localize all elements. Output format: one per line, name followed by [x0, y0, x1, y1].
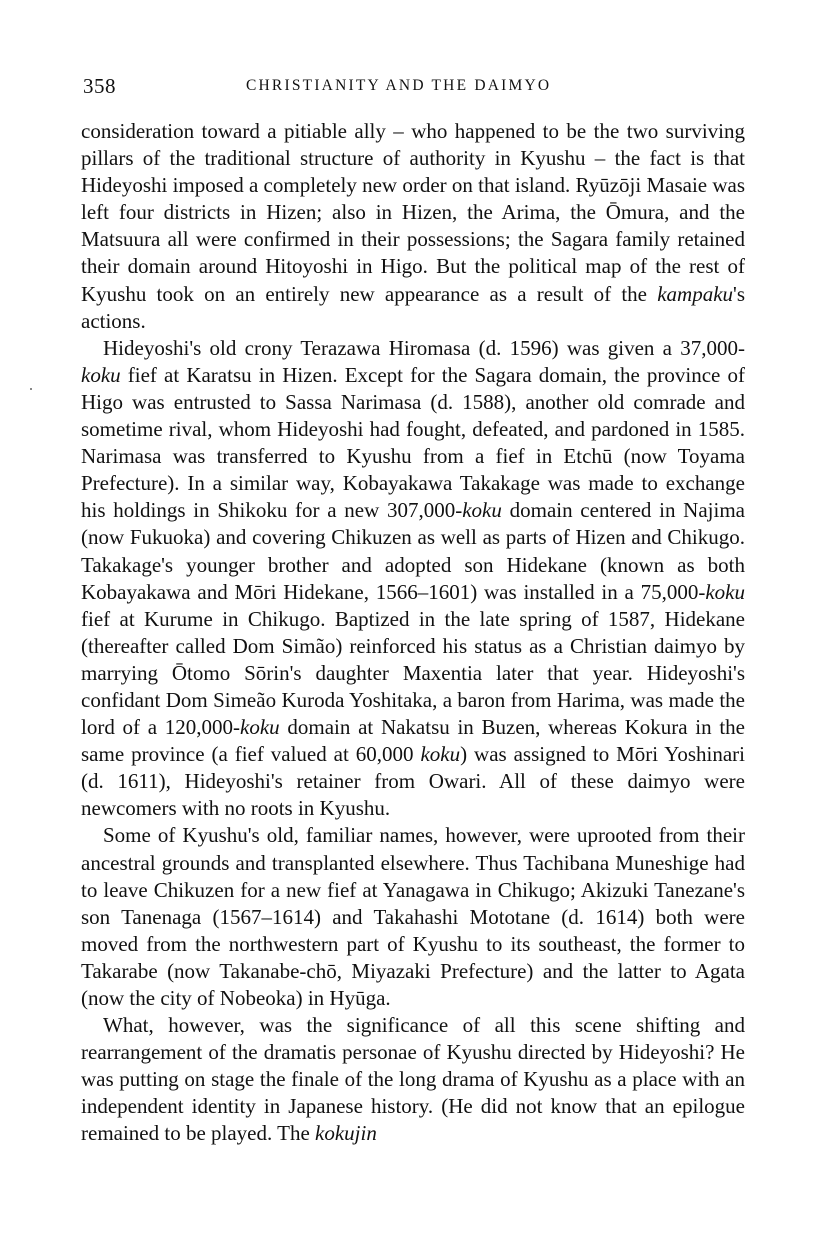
- italic-term: koku: [705, 579, 745, 604]
- italic-term: kampaku: [657, 281, 734, 306]
- page-header: [81, 74, 745, 102]
- paragraph-1: consideration toward a pitiable ally – who happened to be the two surviving pillars of the traditional structure of authority in Kyushu – the fact is that Hideyoshi imposed a completely new order on that island. Ryūzōji Masaie was left four districts in Hizen; also in Hizen, the Arima, the Ōmura, and the Matsuura all were confirmed in their possessions; the Sagara family retained their domain around Hitoyoshi in Higo. But the political map of the rest of Kyushu took on an entirely new appearance as a result of the kampaku's actions.: [81, 119, 746, 333]
- paragraph-4: What, however, was the significance of all this scene shifting and rearrangement of the dramatis personae of Kyushu directed by Hideyoshi? He was putting on stage the finale of the long drama of Kyushu as a place with an independent identity in Japanese history. (He did not know that an epilogue remained to be played. The kokujin: [81, 1013, 745, 1146]
- paragraph-3: Some of Kyushu's old, familiar names, however, were uprooted from their ancestral grounds and transplanted elsewhere. Thus Tachibana Muneshige had to leave Chikuzen for a new fief at Yanagawa in Chikugo; Akizuki Tanezane's son Tanenaga (1567–1614) and Takahashi Mototane (d. 1614) both were moved from the northwestern part of Kyushu to its southeast, the former to Takarabe (now Takanabe-chō, Miyazaki Prefecture) and the latter to Agata (now the city of Nobeoka) in Hyūga.: [81, 823, 745, 1010]
- italic-term: koku: [240, 715, 280, 740]
- body-text: [81, 118, 745, 1148]
- running-head: CHRISTIANITY AND THE DAIMYO: [246, 77, 552, 94]
- italic-term: koku: [420, 742, 461, 767]
- italic-term: kokujin: [315, 1121, 377, 1146]
- paragraph-2: Hideyoshi's old crony Terazawa Hiromasa (d. 1596) was given a 37,000-koku fief at Karatsu in Hizen. Except for the Sagara domain, the province of Higo was entrusted to Sassa Narimasa (d. 1588), another old comrade and sometime rival, whom Hideyoshi had fought, defeated, and pardoned in 1585. Narimasa was transferred to Kyushu from a fief in Etchū (now Toyama Prefecture). In a similar way, Kobayakawa Takakage was made to exchange his holdings in Shikoku for a new 307,000-koku domain centered in Najima (now Fukuoka) and covering Chikuzen as well as parts of Hizen and Chikugo. Takakage's younger brother and adopted son Hidekane (known as both Kobayakawa and Mōri Hidekane, 1566–1601) was installed in a 75,000-koku fief at Kurume in Chikugo. Baptized in the late spring of 1587, Hidekane (thereafter called Dom Simão) reinforced his status as a Christian daimyo by marrying Ōtomo Sōrin's daughter Maxentia later that year. Hideyoshi's confidant Dom Simeão Kuroda Yoshitaka, a baron from Harima, was made the lord of a 120,000-koku domain at Nakatsu in Buzen, whereas Kokura in the same province (a fief valued at 60,000 koku) was assigned to Mōri Yoshinari (d. 1611), Hideyoshi's retainer from Owari. All of these daimyo were newcomers with no roots in Kyushu.: [81, 335, 745, 821]
- italic-term: koku: [462, 498, 502, 523]
- margin-mark: [30, 388, 32, 390]
- page-number: 358: [83, 74, 116, 98]
- italic-term: koku: [81, 362, 121, 387]
